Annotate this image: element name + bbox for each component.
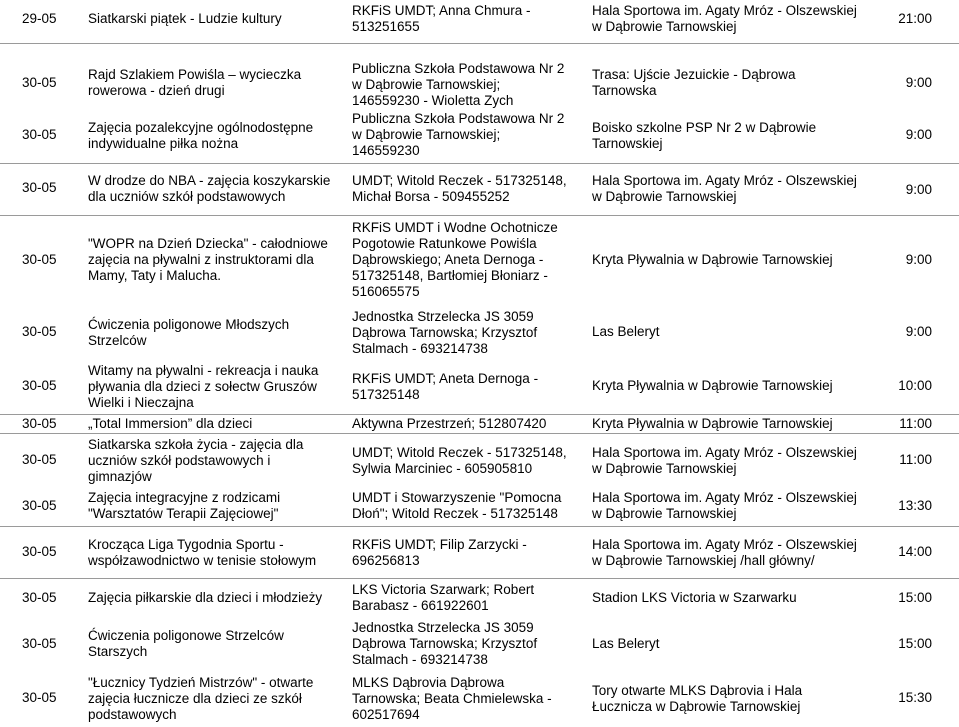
row-title: Zajęcia piłkarskie dla dzieci i młodzieży bbox=[88, 590, 323, 605]
row-time: 11:00 bbox=[899, 452, 932, 467]
row-place: Kryta Pływalnia w Dąbrowie Tarnowskiej bbox=[592, 378, 833, 393]
row-time: 9:00 bbox=[905, 75, 932, 90]
row-date: 30-05 bbox=[22, 180, 57, 195]
row-time: 10:00 bbox=[898, 378, 932, 393]
row-organizer: RKFiS UMDT; Aneta Dernoga - 517325148 bbox=[352, 371, 539, 402]
row-organizer: Publiczna Szkoła Podstawowa Nr 2 w Dąbrowie Tarnowskiej; 146559230 bbox=[352, 111, 565, 158]
row-organizer: Aktywna Przestrzeń; 512807420 bbox=[352, 416, 547, 431]
row-organizer: UMDT; Witold Reczek - 517325148, Michał Borsa - 509455252 bbox=[352, 173, 567, 204]
row-organizer: Jednostka Strzelecka JS 3059 Dąbrowa Tarnowska; Krzysztof Stalmach - 693214738 bbox=[352, 309, 538, 356]
row-place: Hala Sportowa im. Agaty Mróz - Olszewskiej w Dąbrowie Tarnowskiej /hall główny/ bbox=[592, 537, 857, 568]
row-divider bbox=[0, 578, 959, 579]
row-organizer: MLKS Dąbrovia Dąbrowa Tarnowska; Beata Chmielewska - 602517694 bbox=[352, 675, 552, 722]
row-date: 30-05 bbox=[22, 690, 57, 705]
row-organizer: LKS Victoria Szarwark; Robert Barabasz - 661922601 bbox=[352, 582, 535, 613]
row-organizer: RKFiS UMDT i Wodne Ochotnicze Pogotowie Ratunkowe Powiśla Dąbrowskiego; Aneta Dernoga - 517325148, Bartłomiej Błoniarz - 516065575 bbox=[352, 220, 558, 299]
row-time: 15:00 bbox=[898, 590, 932, 605]
row-organizer: Jednostka Strzelecka JS 3059 Dąbrowa Tarnowska; Krzysztof Stalmach - 693214738 bbox=[352, 620, 538, 667]
row-divider bbox=[0, 163, 959, 164]
row-date: 29-05 bbox=[22, 11, 57, 26]
row-title: Ćwiczenia poligonowe Strzelców Starszych bbox=[88, 628, 284, 659]
row-date: 30-05 bbox=[22, 378, 57, 393]
row-organizer: UMDT; Witold Reczek - 517325148, Sylwia Marciniec - 605905810 bbox=[352, 445, 567, 476]
row-time: 13:30 bbox=[898, 498, 932, 513]
row-place: Tory otwarte MLKS Dąbrovia i Hala Łucznicza w Dąbrowie Tarnowskiej bbox=[592, 683, 803, 714]
row-organizer: Publiczna Szkoła Podstawowa Nr 2 w Dąbrowie Tarnowskiej; 146559230 - Wioletta Zych bbox=[352, 61, 565, 108]
row-place: Hala Sportowa im. Agaty Mróz - Olszewskiej w Dąbrowie Tarnowskiej bbox=[592, 490, 857, 521]
row-title: Rajd Szlakiem Powiśla – wycieczka rowerowa - dzień drugi bbox=[88, 67, 302, 98]
row-date: 30-05 bbox=[22, 636, 57, 651]
row-date: 30-05 bbox=[22, 452, 57, 467]
row-divider bbox=[0, 526, 959, 527]
row-title: Ćwiczenia poligonowe Młodszych Strzelców bbox=[88, 317, 290, 348]
row-organizer: RKFiS UMDT; Anna Chmura - 513251655 bbox=[352, 3, 531, 34]
row-title: Witamy na pływalni - rekreacja i nauka pływania dla dzieci z sołectw Gruszów Wielki i Nieczajna bbox=[88, 363, 319, 410]
row-place: Hala Sportowa im. Agaty Mróz - Olszewskiej w Dąbrowie Tarnowskiej bbox=[592, 3, 857, 34]
row-title: „Total Immersion” dla dzieci bbox=[88, 416, 253, 431]
row-place: Hala Sportowa im. Agaty Mróz - Olszewskiej w Dąbrowie Tarnowskiej bbox=[592, 445, 857, 476]
row-time: 9:00 bbox=[905, 324, 932, 339]
row-divider bbox=[0, 433, 959, 434]
row-title: Zajęcia pozalekcyjne ogólnodostępne indywidualne piłka nożna bbox=[88, 120, 314, 151]
row-place: Kryta Pływalnia w Dąbrowie Tarnowskiej bbox=[592, 252, 833, 267]
row-title: W drodze do NBA - zajęcia koszykarskie dla uczniów szkół podstawowych bbox=[88, 173, 331, 204]
row-time: 9:00 bbox=[905, 127, 932, 142]
row-place: Las Beleryt bbox=[592, 636, 660, 651]
row-divider bbox=[0, 414, 959, 415]
row-divider bbox=[0, 43, 959, 44]
row-time: 9:00 bbox=[905, 252, 932, 267]
row-date: 30-05 bbox=[22, 416, 57, 431]
row-divider bbox=[0, 215, 959, 216]
row-title: Siatkarska szkoła życia - zajęcia dla uczniów szkół podstawowych i gimnazjów bbox=[88, 437, 304, 484]
row-date: 30-05 bbox=[22, 324, 57, 339]
row-time: 15:00 bbox=[898, 636, 932, 651]
row-date: 30-05 bbox=[22, 498, 57, 513]
row-time: 21:00 bbox=[898, 11, 932, 26]
row-place: Las Beleryt bbox=[592, 324, 660, 339]
row-date: 30-05 bbox=[22, 590, 57, 605]
row-organizer: RKFiS UMDT; Filip Zarzycki - 696256813 bbox=[352, 537, 527, 568]
row-place: Stadion LKS Victoria w Szarwarku bbox=[592, 590, 797, 605]
row-title: Zajęcia integracyjne z rodzicami "Warsztatów Terapii Zajęciowej" bbox=[88, 490, 281, 521]
row-place: Kryta Pływalnia w Dąbrowie Tarnowskiej bbox=[592, 416, 833, 431]
row-date: 30-05 bbox=[22, 75, 57, 90]
row-title: "Łucznicy Tydzień Mistrzów" - otwarte zajęcia łucznicze dla dzieci ze szkół podstawowych bbox=[88, 675, 314, 722]
row-date: 30-05 bbox=[22, 127, 57, 142]
row-title: Siatkarski piątek - Ludzie kultury bbox=[88, 11, 282, 26]
row-place: Boisko szkolne PSP Nr 2 w Dąbrowie Tarnowskiej bbox=[592, 120, 817, 151]
row-date: 30-05 bbox=[22, 252, 57, 267]
row-time: 9:00 bbox=[905, 182, 932, 197]
row-date: 30-05 bbox=[22, 544, 57, 559]
row-organizer: UMDT i Stowarzyszenie "Pomocna Dłoń"; Witold Reczek - 517325148 bbox=[352, 490, 562, 521]
row-time: 15:30 bbox=[898, 690, 932, 705]
row-title: Krocząca Liga Tygodnia Sportu - współzawodnictwo w tenisie stołowym bbox=[88, 537, 317, 568]
row-time: 14:00 bbox=[898, 544, 932, 559]
row-place: Hala Sportowa im. Agaty Mróz - Olszewskiej w Dąbrowie Tarnowskiej bbox=[592, 173, 857, 204]
row-time: 11:00 bbox=[899, 416, 932, 431]
row-place: Trasa: Ujście Jezuickie - Dąbrowa Tarnowska bbox=[592, 67, 796, 98]
row-title: "WOPR na Dzień Dziecka" - całodniowe zajęcia na pływalni z instruktorami dla Mamy, Taty i Malucha. bbox=[88, 236, 328, 283]
